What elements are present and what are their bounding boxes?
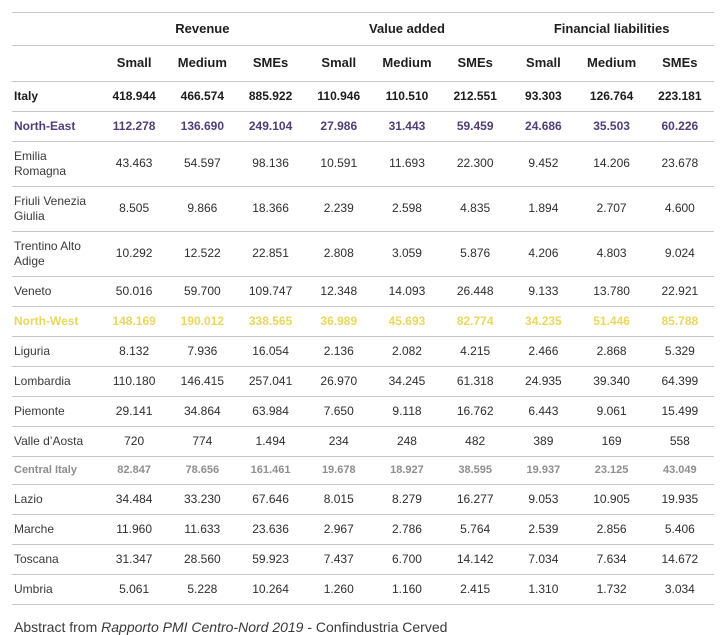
cell-value: 5.228: [187, 582, 218, 597]
cell-value: 212.551: [453, 88, 497, 103]
cell-value: 59.459: [456, 118, 494, 133]
cell-value: 110.510: [385, 88, 429, 103]
cell-value: 8.015: [323, 492, 354, 507]
cell-value: 31.443: [388, 118, 426, 133]
group-header-revenue: Revenue: [175, 21, 230, 36]
cell-value: 34.484: [115, 492, 153, 507]
table-row: [12, 366, 714, 396]
cell-value: 161.461: [250, 463, 291, 476]
table-row: [12, 141, 714, 186]
table-sub-header-row: [12, 46, 714, 81]
cell-value: 9.024: [664, 246, 695, 260]
smes-regional-table: [12, 12, 714, 605]
cell-value: 5.329: [664, 343, 695, 358]
cell-value: 14.206: [593, 156, 630, 170]
cell-value: 45.693: [388, 313, 426, 328]
cell-value: 2.808: [323, 246, 354, 260]
cell-value: 12.522: [183, 246, 221, 260]
cell-value: 51.446: [593, 313, 630, 328]
table-row: [12, 111, 714, 141]
row-label: Emilia Romagna: [14, 148, 67, 178]
cell-value: 16.054: [252, 343, 289, 358]
cell-value: 14.672: [661, 552, 699, 567]
cell-value: 26.448: [456, 283, 494, 298]
cell-value: 22.921: [661, 283, 699, 298]
cell-value: 1.894: [528, 201, 559, 215]
cell-value: 110.946: [317, 88, 361, 103]
cell-value: 2.239: [323, 201, 354, 215]
cell-value: 43.049: [663, 463, 697, 476]
column-header-medium-0: Medium: [177, 55, 227, 71]
cell-value: 2.082: [391, 343, 422, 358]
cell-value: 466.574: [180, 88, 225, 103]
source-note-prefix: Abstract from: [14, 619, 102, 635]
cell-value: 11.633: [184, 522, 221, 537]
row-label: Umbria: [14, 582, 53, 597]
cell-value: 885.922: [248, 88, 293, 103]
column-header-medium-1: Medium: [382, 55, 432, 71]
column-header-smes-0: SMEs: [252, 55, 289, 71]
cell-value: 190.012: [180, 313, 225, 328]
cell-value: 93.303: [525, 88, 562, 103]
table-row: [12, 456, 714, 485]
cell-value: 5.764: [460, 522, 491, 537]
cell-value: 4.835: [460, 201, 491, 215]
cell-value: 112.278: [112, 118, 156, 133]
column-header-smes-1: SMEs: [457, 55, 493, 71]
cell-value: 2.539: [528, 522, 559, 537]
cell-value: 82.774: [456, 313, 494, 328]
cell-value: 9.866: [187, 201, 218, 215]
row-label: Lazio: [14, 492, 43, 507]
row-label: Italy: [14, 88, 39, 103]
cell-value: 257.041: [248, 373, 293, 388]
cell-value: 27.986: [320, 118, 358, 133]
cell-value: 64.399: [661, 373, 699, 388]
cell-value: 16.277: [456, 492, 494, 507]
cell-value: 1.260: [323, 582, 354, 597]
row-label: Trentino Alto Adige: [14, 238, 81, 268]
cell-value: 7.034: [528, 552, 559, 567]
cell-value: 28.560: [183, 552, 221, 567]
row-label: Lombardia: [14, 373, 71, 388]
cell-value: 13.780: [593, 283, 630, 298]
row-label: Friuli Venezia Giulia: [14, 193, 87, 223]
cell-value: 9.133: [528, 283, 559, 298]
table-row: [12, 426, 714, 456]
cell-value: 29.141: [115, 403, 153, 418]
cell-value: 2.707: [596, 201, 627, 215]
cell-value: 338.565: [248, 313, 293, 328]
cell-value: 4.206: [528, 246, 559, 260]
cell-value: 11.693: [389, 156, 425, 170]
cell-value: 8.132: [119, 343, 150, 358]
cell-value: 59.923: [252, 552, 289, 567]
corner-cell: [12, 46, 100, 81]
cell-value: 24.686: [525, 118, 562, 133]
cell-value: 26.970: [320, 373, 358, 388]
table-body: [12, 81, 714, 605]
table-row: [12, 186, 714, 231]
cell-value: 2.466: [528, 343, 559, 358]
cell-value: 5.061: [119, 582, 150, 597]
cell-value: 31.347: [115, 552, 153, 567]
cell-value: 38.595: [458, 463, 492, 476]
cell-value: 3.034: [664, 582, 695, 597]
table-row: [12, 485, 714, 515]
cell-value: 15.499: [661, 403, 699, 418]
cell-value: 34.245: [388, 373, 426, 388]
cell-value: 7.936: [187, 343, 218, 358]
cell-value: 558: [669, 433, 690, 448]
source-note-report-title: Rapporto PMI Centro-Nord 2019: [101, 619, 304, 635]
cell-value: 148.169: [112, 313, 156, 328]
row-label: Liguria: [14, 343, 51, 358]
cell-value: 5.876: [460, 246, 491, 260]
table-group-header-row: [12, 13, 714, 46]
cell-value: 50.016: [115, 283, 153, 298]
cell-value: 7.437: [323, 552, 354, 567]
row-label: Valle d’Aosta: [14, 433, 84, 448]
cell-value: 33.230: [183, 492, 221, 507]
group-header-financial-liabilities: Financial liabilities: [553, 21, 670, 36]
cell-value: 34.864: [183, 403, 221, 418]
cell-value: 23.636: [252, 522, 289, 537]
cell-value: 43.463: [115, 156, 153, 170]
cell-value: 5.406: [664, 522, 695, 537]
cell-value: 22.851: [252, 246, 289, 260]
cell-value: 14.093: [388, 283, 426, 298]
cell-value: 6.443: [528, 403, 559, 418]
row-label: North-East: [14, 118, 76, 133]
column-header-medium-2: Medium: [587, 55, 637, 71]
cell-value: 67.646: [252, 492, 289, 507]
cell-value: 1.310: [528, 582, 559, 597]
cell-value: 8.279: [391, 492, 422, 507]
row-label: North-West: [14, 313, 79, 328]
cell-value: 3.059: [391, 246, 422, 260]
cell-value: 146.415: [180, 373, 225, 388]
cell-value: 9.061: [596, 403, 627, 418]
cell-value: 18.366: [252, 201, 289, 215]
cell-value: 10.905: [593, 492, 630, 507]
cell-value: 6.700: [391, 552, 422, 567]
table-row: [12, 231, 714, 276]
table-row: [12, 396, 714, 426]
cell-value: 8.505: [119, 201, 150, 215]
cell-value: 2.786: [391, 522, 422, 537]
cell-value: 23.125: [594, 463, 629, 476]
cell-value: 126.764: [589, 88, 634, 103]
cell-value: 7.634: [596, 552, 627, 567]
cell-value: 482: [465, 433, 486, 448]
cell-value: 23.678: [661, 156, 699, 170]
cell-value: 169: [601, 433, 622, 448]
column-header-smes-2: SMEs: [662, 55, 698, 71]
column-header-small-2: Small: [526, 55, 561, 71]
cell-value: 18.927: [390, 463, 424, 476]
cell-value: 136.690: [180, 118, 225, 133]
cell-value: 110.180: [112, 373, 156, 388]
corner-cell: [12, 13, 100, 46]
cell-value: 78.656: [185, 463, 220, 476]
column-header-small-0: Small: [116, 55, 152, 71]
cell-value: 9.118: [392, 403, 422, 418]
cell-value: 34.235: [525, 313, 562, 328]
cell-value: 234: [328, 433, 349, 448]
cell-value: 39.340: [593, 373, 630, 388]
cell-value: 10.264: [252, 582, 289, 597]
cell-value: 4.803: [596, 246, 627, 260]
cell-value: 11.960: [116, 522, 153, 537]
cell-value: 720: [124, 433, 145, 448]
cell-value: 19.935: [661, 492, 699, 507]
cell-value: 1.494: [255, 433, 286, 448]
cell-value: 22.300: [456, 156, 494, 170]
cell-value: 60.226: [661, 118, 699, 133]
cell-value: 249.104: [248, 118, 293, 133]
cell-value: 223.181: [658, 88, 702, 103]
cell-value: 63.984: [252, 403, 289, 418]
table-row: [12, 336, 714, 366]
row-label: Central Italy: [14, 463, 77, 476]
cell-value: 2.136: [323, 343, 354, 358]
cell-value: 14.142: [456, 552, 494, 567]
table-row: [12, 515, 714, 545]
cell-value: 2.967: [323, 522, 354, 537]
cell-value: 248: [396, 433, 417, 448]
cell-value: 24.935: [525, 373, 562, 388]
cell-value: 2.856: [596, 522, 627, 537]
cell-value: 4.215: [460, 343, 491, 358]
cell-value: 54.597: [183, 156, 221, 170]
cell-value: 774: [192, 433, 213, 448]
cell-value: 85.788: [661, 313, 699, 328]
table-row: [12, 276, 714, 306]
cell-value: 109.747: [248, 283, 293, 298]
cell-value: 9.053: [528, 492, 559, 507]
cell-value: 9.452: [528, 156, 559, 170]
cell-value: 2.415: [460, 582, 491, 597]
table-row: [12, 575, 714, 605]
cell-value: 4.600: [664, 201, 695, 215]
source-note: [12, 619, 714, 635]
group-header-value-added: Value added: [369, 21, 445, 36]
cell-value: 82.847: [117, 463, 151, 476]
row-label: Toscana: [14, 552, 59, 567]
table-row: [12, 545, 714, 575]
cell-value: 389: [533, 433, 554, 448]
row-label: Piemonte: [14, 403, 65, 418]
source-note-suffix: - Confindustria Cerved: [303, 619, 448, 635]
cell-value: 61.318: [456, 373, 494, 388]
cell-value: 19.678: [321, 463, 356, 476]
table-row: [12, 81, 714, 111]
cell-value: 59.700: [183, 283, 221, 298]
cell-value: 2.868: [596, 343, 627, 358]
table-row: [12, 306, 714, 336]
cell-value: 98.136: [252, 156, 289, 170]
cell-value: 418.944: [112, 88, 156, 103]
cell-value: 36.989: [320, 313, 358, 328]
cell-value: 19.937: [526, 463, 561, 476]
row-label: Veneto: [14, 283, 52, 298]
cell-value: 10.591: [320, 156, 358, 170]
cell-value: 16.762: [456, 403, 494, 418]
cell-value: 12.348: [320, 283, 358, 298]
cell-value: 35.503: [593, 118, 630, 133]
cell-value: 1.732: [596, 582, 627, 597]
cell-value: 10.292: [115, 246, 153, 260]
cell-value: 1.160: [391, 582, 422, 597]
cell-value: 2.598: [391, 201, 422, 215]
cell-value: 7.650: [323, 403, 354, 418]
row-label: Marche: [14, 522, 55, 537]
column-header-small-1: Small: [321, 55, 357, 71]
